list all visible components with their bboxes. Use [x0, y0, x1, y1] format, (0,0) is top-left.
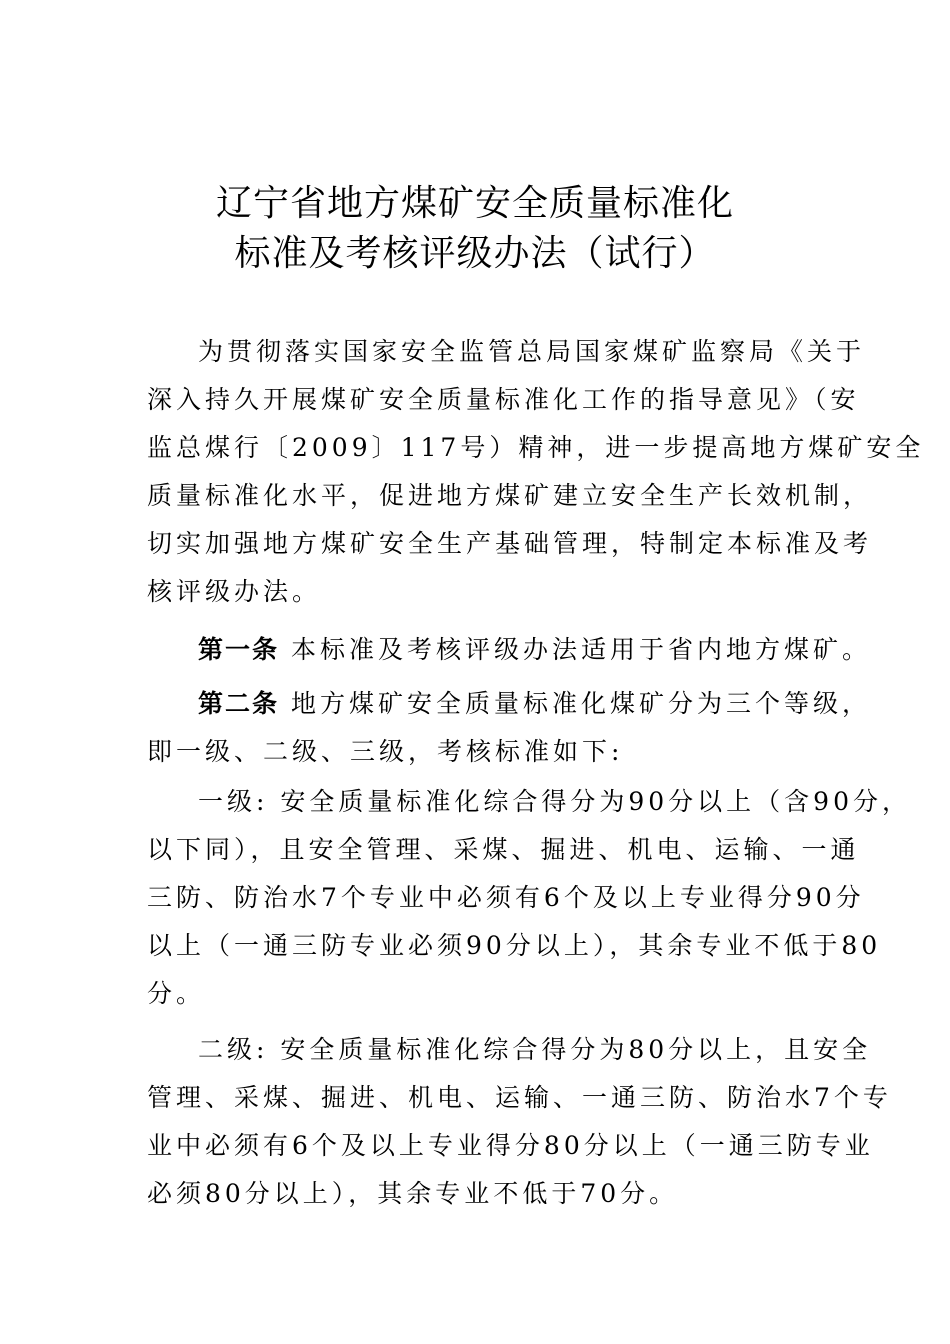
article-1 [198, 634, 871, 666]
article-2-label: 第二条 [198, 689, 280, 718]
level-2-line: 管理、采煤、掘进、机电、运输、一通三防、防治水7个专 [147, 1083, 892, 1112]
article-1-label: 第一条 [198, 635, 280, 664]
level-1-line: 以下同），且安全管理、采煤、掘进、机电、运输、一通 [147, 835, 860, 864]
level-1-line: 一级: 安全质量标准化综合得分为90分以上（含90分， [198, 787, 911, 816]
preamble-line: 深入持久开展煤矿安全质量标准化工作的指导意见》（安 [147, 385, 860, 414]
level-1-line: 以上（一通三防专业必须90分以上），其余专业不低于80 [147, 931, 882, 960]
level-1-line: 三防、防治水7个专业中必须有6个及以上专业得分90分 [147, 883, 865, 912]
preamble-line: 为贯彻落实国家安全监管总局国家煤矿监察局《关于 [198, 337, 866, 366]
level-2-line: 必须80分以上），其余专业不低于70分。 [147, 1179, 679, 1208]
article-2-continuation: 即一级、二级、三级，考核标准如下: [147, 737, 624, 766]
preamble-line: 核评级办法。 [147, 577, 322, 606]
preamble-line: 监总煤行〔2009〕117号）精神，进一步提高地方煤矿安全 [147, 433, 925, 462]
article-2 [198, 688, 871, 720]
document-title-line-1: 辽宁省地方煤矿安全质量标准化 [215, 183, 734, 224]
level-1-line: 分。 [147, 979, 206, 1008]
preamble-line: 切实加强地方煤矿安全生产基础管理，特制定本标准及考 [147, 529, 873, 558]
level-2-line: 业中必须有6个及以上专业得分80分以上（一通三防专业 [147, 1131, 874, 1160]
article-1-text: 本标准及考核评级办法适用于省内地方煤矿。 [279, 635, 871, 664]
level-2-line: 二级: 安全质量标准化综合得分为80分以上，且安全 [198, 1035, 872, 1064]
preamble-line: 质量标准化水平，促进地方煤矿建立安全生产长效机制， [147, 481, 873, 510]
article-2-text: 地方煤矿安全质量标准化煤矿分为三个等级， [279, 689, 871, 718]
document-title-line-2: 标准及考核评级办法（试行） [234, 233, 716, 274]
